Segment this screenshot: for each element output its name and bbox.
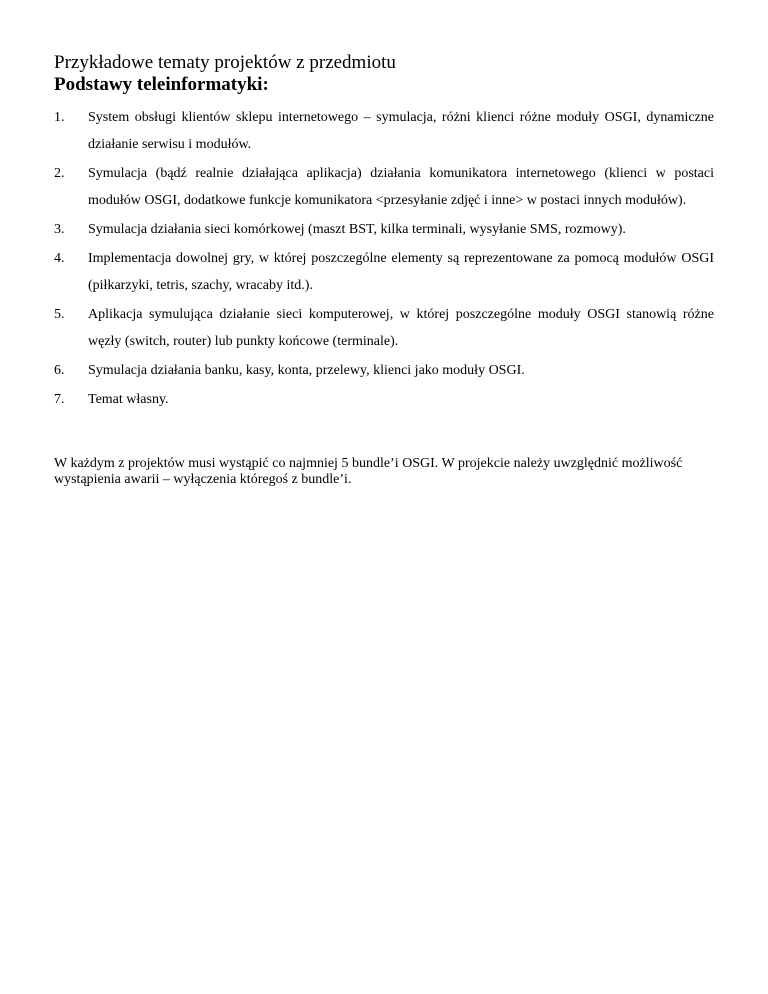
list-item-number: 5. (54, 307, 65, 322)
list-item (54, 301, 714, 355)
document-title: Podstawy teleinformatyki: (54, 74, 269, 95)
list-item-text: Symulacja działania sieci komórkowej (maszt BST, kilka terminali, wysyłanie SMS, rozmowy). (88, 222, 626, 237)
list-item (54, 386, 714, 413)
list-item-number: 2. (54, 166, 65, 181)
list-item-text: System obsługi klientów sklepu internetowego – symulacja, różni klienci różne moduły OSGI, dynamiczne działanie serwisu i modułów. (88, 110, 714, 152)
list-item-number: 3. (54, 222, 65, 237)
list-item (54, 216, 714, 243)
list-item-number: 6. (54, 363, 65, 378)
title-block (54, 52, 714, 96)
list-item-number: 4. (54, 251, 65, 266)
list-item-text: Temat własny. (88, 392, 169, 407)
list-item-number: 7. (54, 392, 65, 407)
list-item (54, 160, 714, 214)
list-item-text: Symulacja (bądź realnie działająca aplikacja) działania komunikatora internetowego (klienci w postaci modułów OSGI, dodatkowe funkcje komunikatora <przesyłanie zdjęć i inne> w postaci innych modułów). (88, 166, 714, 208)
list-item (54, 357, 714, 384)
list-item-text: Symulacja działania banku, kasy, konta, przelewy, klienci jako moduły OSGI. (88, 363, 525, 378)
document-subtitle: Przykładowe tematy projektów z przedmiotu (54, 52, 396, 73)
topics-list (54, 104, 714, 415)
requirements-note: W każdym z projektów musi wystąpić co najmniej 5 bundle’i OSGI. W projekcie należy uwzględnić możliwość wystąpienia awarii – wyłączenia któregoś z bundle’i. (54, 456, 683, 487)
list-item-text: Implementacja dowolnej gry, w której poszczególne elementy są reprezentowane za pomocą modułów OSGI (piłkarzyki, tetris, szachy, wracaby itd.). (88, 251, 714, 293)
list-item (54, 104, 714, 158)
list-item-text: Aplikacja symulująca działanie sieci komputerowej, w której poszczególne moduły OSGI stanowią różne węzły (switch, router) lub punkty końcowe (terminale). (88, 307, 714, 349)
list-item-number: 1. (54, 110, 65, 125)
list-item (54, 245, 714, 299)
